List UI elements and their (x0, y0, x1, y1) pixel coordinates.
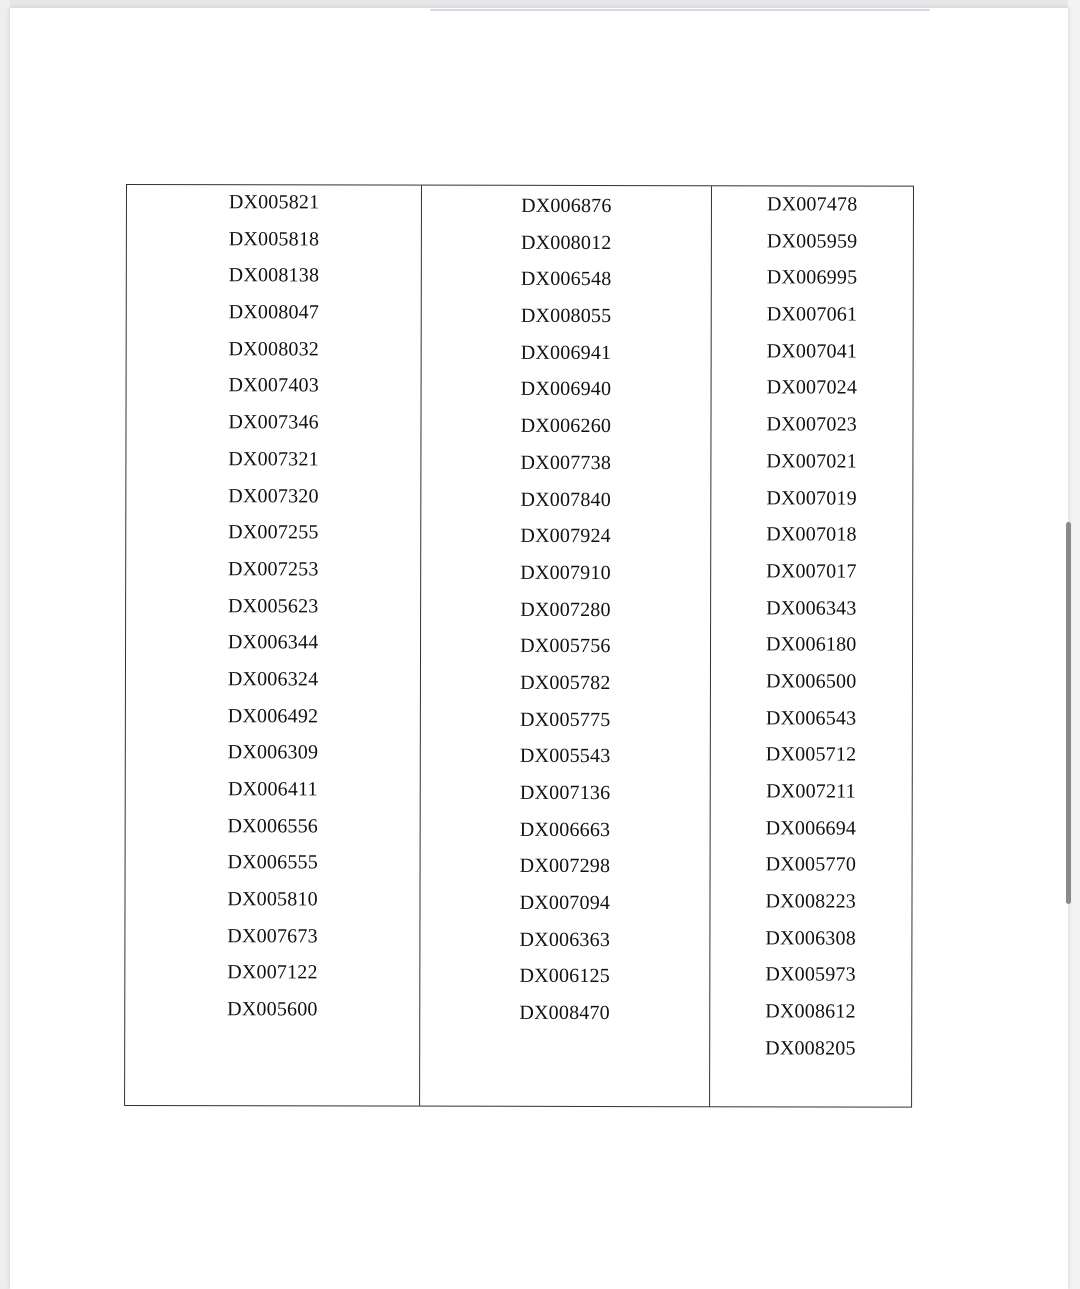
id-table (124, 184, 914, 1108)
table-cell: DX006500 (765, 670, 857, 693)
table-column-1 (125, 185, 421, 1106)
table-cell: DX007024 (766, 376, 858, 399)
column-3-list (710, 189, 913, 1070)
table-cell: DX007211 (766, 780, 856, 803)
table-cell: DX006324 (227, 668, 319, 691)
table-cell: DX006995 (766, 266, 858, 289)
table-column-3 (709, 186, 913, 1106)
table-cell: DX007673 (227, 924, 318, 948)
table-cell: DX005712 (765, 743, 857, 766)
table-cell: DX006180 (766, 633, 857, 656)
table-cell: DX008612 (765, 1000, 856, 1023)
table-cell: DX006260 (520, 414, 612, 438)
column-1-list (125, 187, 421, 1031)
table-cell: DX006556 (227, 814, 319, 838)
table-cell: DX007255 (228, 521, 319, 544)
table-cell: DX008138 (228, 264, 320, 287)
table-cell: DX005973 (765, 963, 856, 986)
table-cell: DX007019 (766, 486, 857, 510)
table-cell: DX007136 (519, 781, 611, 805)
table-cell: DX007061 (766, 303, 858, 326)
table-cell: DX005600 (227, 998, 318, 1021)
table-cell: DX007320 (228, 484, 319, 507)
table-cell: DX007924 (520, 525, 611, 548)
table-cell: DX007403 (228, 374, 319, 397)
table-cell: DX006694 (765, 817, 857, 840)
table-cell: DX005959 (766, 230, 858, 253)
column-2-list (420, 191, 710, 1035)
table-cell: DX008047 (228, 301, 320, 324)
table-cell: DX005623 (227, 594, 319, 617)
table-cell: DX007840 (520, 488, 611, 511)
table-cell: DX005810 (227, 888, 318, 911)
table-cell: DX007023 (766, 413, 858, 436)
table-cell: DX008012 (520, 231, 612, 254)
table-cell: DX007910 (520, 561, 611, 584)
table-cell: DX006663 (519, 818, 611, 841)
page-shadow-left (0, 0, 10, 1289)
table-cell: DX007017 (766, 560, 857, 583)
table-cell: DX006308 (765, 927, 856, 950)
table-cell: DX007253 (228, 558, 319, 581)
vertical-scrollbar-thumb[interactable] (1066, 522, 1071, 904)
table-cell: DX007041 (766, 340, 858, 363)
table-cell: DX005775 (519, 708, 611, 731)
table-cell: DX006363 (519, 928, 611, 951)
table-cell: DX005782 (520, 671, 611, 694)
table-cell: DX006125 (519, 965, 610, 988)
table-cell: DX007280 (520, 598, 611, 621)
table-column-2 (419, 186, 710, 1107)
table-cell: DX007478 (766, 193, 858, 216)
table-cell: DX005756 (520, 635, 611, 658)
table-cell: DX006548 (520, 268, 612, 291)
table-cell: DX007021 (766, 450, 857, 473)
table-cell: DX006940 (520, 378, 612, 401)
table-cell: DX006343 (766, 596, 857, 620)
table-cell: DX006492 (227, 704, 319, 728)
table-cell: DX005818 (228, 227, 320, 251)
table-cell: DX006876 (521, 194, 612, 218)
table-cell: DX006543 (765, 706, 857, 730)
table-cell: DX006344 (227, 631, 319, 654)
table-cell: DX008223 (765, 890, 857, 913)
table-cell: DX007298 (519, 855, 611, 878)
table-cell: DX006309 (227, 741, 319, 764)
table-cell: DX006411 (227, 778, 318, 801)
table-cell: DX008032 (228, 337, 320, 361)
table-cell: DX005770 (765, 853, 857, 876)
table-cell: DX007321 (228, 448, 319, 471)
table-cell: DX008055 (520, 304, 612, 328)
page-top-edge (430, 9, 930, 11)
table-cell: DX007122 (227, 961, 318, 984)
table-cell: DX007346 (228, 411, 319, 434)
table-cell: DX008205 (765, 1037, 856, 1060)
table-cell: DX006941 (520, 341, 612, 364)
table-cell: DX005543 (519, 745, 611, 768)
table-cell: DX007018 (766, 523, 857, 546)
table-cell: DX005821 (228, 191, 320, 214)
table-cell: DX007738 (520, 451, 612, 474)
table-cell: DX006555 (227, 851, 318, 874)
table-cell: DX008470 (519, 1001, 610, 1025)
table-cell: DX007094 (519, 891, 611, 915)
